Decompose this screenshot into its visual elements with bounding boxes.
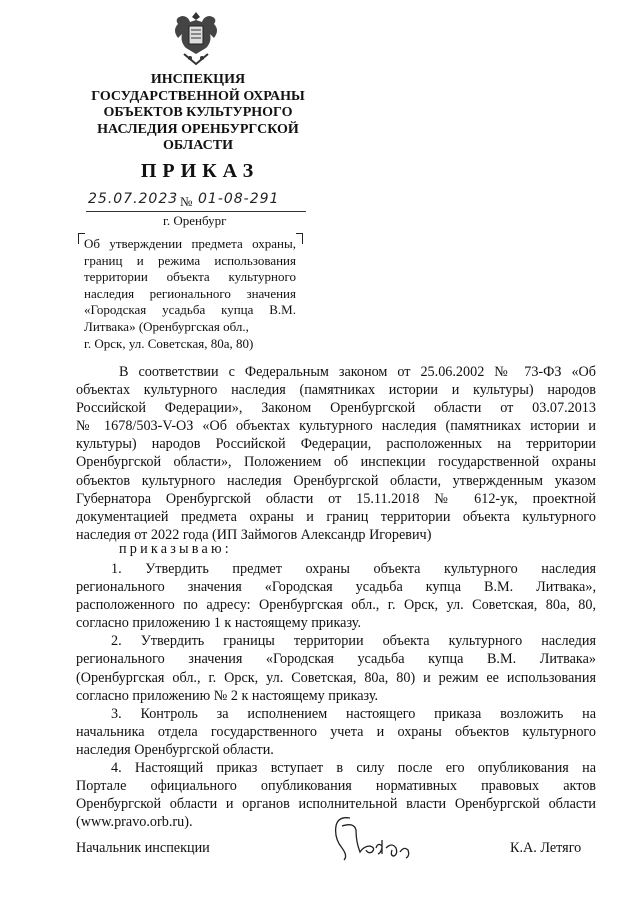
preamble-line: В соответствии с Федеральным законом от 25.06.2002 № 73-ФЗ «Об	[119, 364, 596, 380]
item-line: согласно приложению № 2 к настоящему приказу.	[76, 687, 379, 704]
org-line: ИНСПЕКЦИЯ	[150, 72, 246, 87]
item-line: регионального значения «Городская усадьба купца В.М. Литвака»	[76, 651, 596, 668]
document-city: г. Оренбург	[163, 213, 227, 228]
subject-line: Об утверждении предмета охраны,	[84, 236, 296, 251]
subject-line: территории объекта культурного	[84, 269, 296, 285]
preamble-line: Оренбургской области», Положением об инспекции государственной охраны	[76, 454, 596, 471]
preamble-line: Российской Федерации», Законом Оренбургской области от 03.07.2013	[76, 400, 596, 417]
order-word: приказываю:	[119, 541, 232, 557]
subject-line: границ и режима использования	[84, 252, 296, 268]
item-line: (www.pravo.orb.ru).	[76, 814, 193, 831]
handwritten-signature	[320, 812, 430, 864]
order-items	[76, 560, 596, 831]
org-line: НАСЛЕДИЯ ОРЕНБУРГСКОЙ	[97, 121, 299, 137]
subject-line: наследия регионального значения	[84, 285, 296, 301]
subject-bracket-right	[296, 233, 303, 244]
item-line: регионального значения «Городская усадьба купца В.М. Литвака»,	[76, 579, 596, 596]
preamble-paragraph	[76, 363, 596, 544]
signatory-position: Начальник инспекции	[76, 840, 210, 856]
item-line: наследия Оренбургской области.	[76, 741, 274, 758]
coat-of-arms-icon	[170, 8, 222, 68]
preamble-line: документацией предмета охраны и границ территории объекта культурного	[76, 508, 596, 525]
org-line: ОБЪЕКТОВ КУЛЬТУРНОГО	[103, 105, 293, 120]
subject-line: «Городская усадьба купца В.М.	[84, 302, 296, 318]
subject-line: Литвака» (Оренбургская обл.,	[84, 318, 249, 334]
org-line: ОБЛАСТИ	[163, 138, 233, 153]
item-line: начальника отдела государственного учета и охраны объектов культурного	[76, 723, 596, 740]
item-line: расположенного по адресу: Оренбургская обл., г. Орск, ул. Советская, 80а, 80,	[76, 597, 596, 614]
preamble-line: объектов культурного наследия Оренбургской области, утвержденным указом	[76, 472, 596, 489]
preamble-line: культуры) народов Российской Федерации, расположенных на территории	[76, 436, 596, 453]
number-label: №	[180, 194, 193, 209]
item-line: Портале официального опубликования нормативных правовых актов	[76, 778, 596, 795]
item-line: 3. Контроль за исполнением настоящего приказа возложить на	[111, 705, 596, 722]
item-line: согласно приложению 1 к настоящему приказу.	[76, 615, 361, 632]
item-line: 2. Утвердить границы территории объекта культурного наследия	[111, 633, 596, 650]
item-line: (Оренбургская обл., г. Орск, ул. Советская, 80а, 80) и режим ее использования	[76, 669, 596, 686]
document-date: 25.07.2023	[88, 191, 179, 207]
document-subject	[84, 236, 296, 352]
document-title: ПРИКАЗ	[140, 160, 260, 182]
org-line: ГОСУДАРСТВЕННОЙ ОХРАНЫ	[91, 88, 305, 104]
preamble-line: наследия от 2022 года (ИП Займогов Александр Игоревич)	[76, 526, 432, 543]
document-number: 01-08-291	[198, 191, 280, 207]
item-line: 1. Утвердить предмет охраны объекта культурного наследия	[111, 561, 596, 577]
signatory-name: К.А. Летяго	[510, 840, 582, 856]
preamble-line: № 1678/503-V-ОЗ «Об объектах культурного наследия (памятниках истории и	[76, 418, 596, 435]
item-line: Оренбургской области и органов исполнительной власти Оренбургской области	[76, 796, 596, 813]
preamble-line: Губернатора Оренбургской области от 15.11.2018 № 612-ук, проектной	[76, 490, 596, 507]
preamble-line: объектах культурного наследия (памятниках истории и культуры) народов	[76, 382, 596, 399]
date-underline	[86, 211, 306, 212]
item-line: 4. Настоящий приказ вступает в силу после его опубликования на	[111, 760, 596, 777]
organization-name	[78, 72, 318, 155]
subject-line: г. Орск, ул. Советская, 80а, 80)	[84, 335, 254, 351]
